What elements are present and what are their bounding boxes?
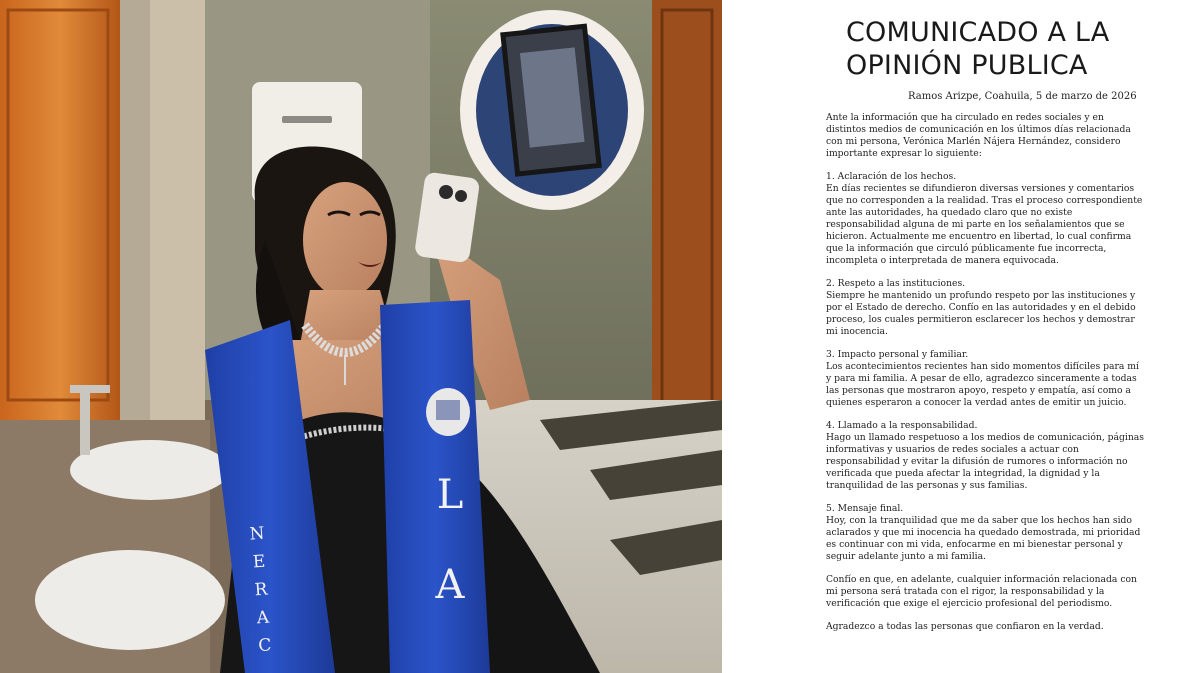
section-text: Hago un llamado respetuoso a los medios de comunicación, páginas informativas y usuarios de redes sociales a actuar con responsabilidad y evitar la difusión de rumores o información no verificada que pueda afectar la integridad, la dignidad y la tranquilidad de las personas y sus familias. xyxy=(826,432,1144,491)
section-2 xyxy=(826,278,1146,338)
section-4 xyxy=(826,420,1146,492)
place-date-line: Ramos Arizpe, Coahuila, 5 de marzo de 2026 xyxy=(908,91,1137,102)
section-1 xyxy=(826,171,1146,267)
document-body xyxy=(826,112,1146,644)
section-text: En días recientes se difundieron diversas versiones y comentarios que no corresponden a la realidad. Tras el proceso correspondiente ante las autoridades, ha quedado claro que no existe responsabilidad alguna de mi parte en los señalamientos que se hicieron. Actualmente me encuentro en libertad, lo cual confirma que la información que circuló públicamente fue incorrecta, incompleta o interpretada de manera equivocada. xyxy=(826,183,1143,266)
section-title: 4. Llamado a la responsabilidad. xyxy=(826,420,978,431)
sash-letter: L xyxy=(436,472,464,518)
section-title: 3. Impacto personal y familiar. xyxy=(826,349,969,360)
closing-thanks: Agradezco a todas las personas que confiaron en la verdad. xyxy=(826,621,1104,632)
sash-letter: N xyxy=(248,523,266,545)
closing-paragraph: Confío en que, en adelante, cualquier información relacionada con mi persona será tratada con el rigor, la responsabilidad y la verificación que exige el ejercicio profesional del periodismo. xyxy=(826,574,1137,609)
sash-letter: A xyxy=(256,607,270,629)
sash-letter: A xyxy=(435,562,465,608)
document-title xyxy=(846,16,1109,82)
sash-letter: R xyxy=(253,579,269,601)
section-text: Hoy, con la tranquilidad que me da saber que los hechos han sido aclarados y que mi inocencia ha quedado demostrada, mi prioridad es continuar con mi vida, enfocarme en mi bienestar personal y seguir adelante junto a mi familia. xyxy=(826,515,1141,562)
statement-document xyxy=(722,0,1200,673)
section-title: 1. Aclaración de los hechos. xyxy=(826,171,957,182)
section-title: 2. Respeto a las instituciones. xyxy=(826,278,966,289)
section-3 xyxy=(826,349,1146,409)
sash-letter: C xyxy=(257,635,273,657)
title-line: COMUNICADO A LA xyxy=(846,17,1110,48)
section-5 xyxy=(826,503,1146,563)
section-text: Siempre he mantenido un profundo respeto por las instituciones y por el Estado de derecho. Confío en las autoridades y en el debido proceso, los cuales permitieron esclarecer los hechos y demostrar mi inocencia. xyxy=(826,290,1136,337)
section-title: 5. Mensaje final. xyxy=(826,503,904,514)
title-line: OPINIÓN PUBLICA xyxy=(846,50,1088,81)
intro-paragraph: Ante la información que ha circulado en redes sociales y en distintos medios de comunicación en los últimos días relacionada con mi persona, Verónica Marlén Nájera Hernández, considero importante expresar lo siguiente: xyxy=(826,112,1131,159)
sash-letter: E xyxy=(252,551,266,573)
section-text: Los acontecimientos recientes han sido momentos difíciles para mí y para mi familia. A pesar de ello, agradezco sinceramente a todas las personas que mostraron apoyo, respeto y empatía, así como a quienes esperaron a conocer la verdad antes de emitir un juicio. xyxy=(826,361,1139,408)
sash-right-lettering xyxy=(425,450,475,630)
